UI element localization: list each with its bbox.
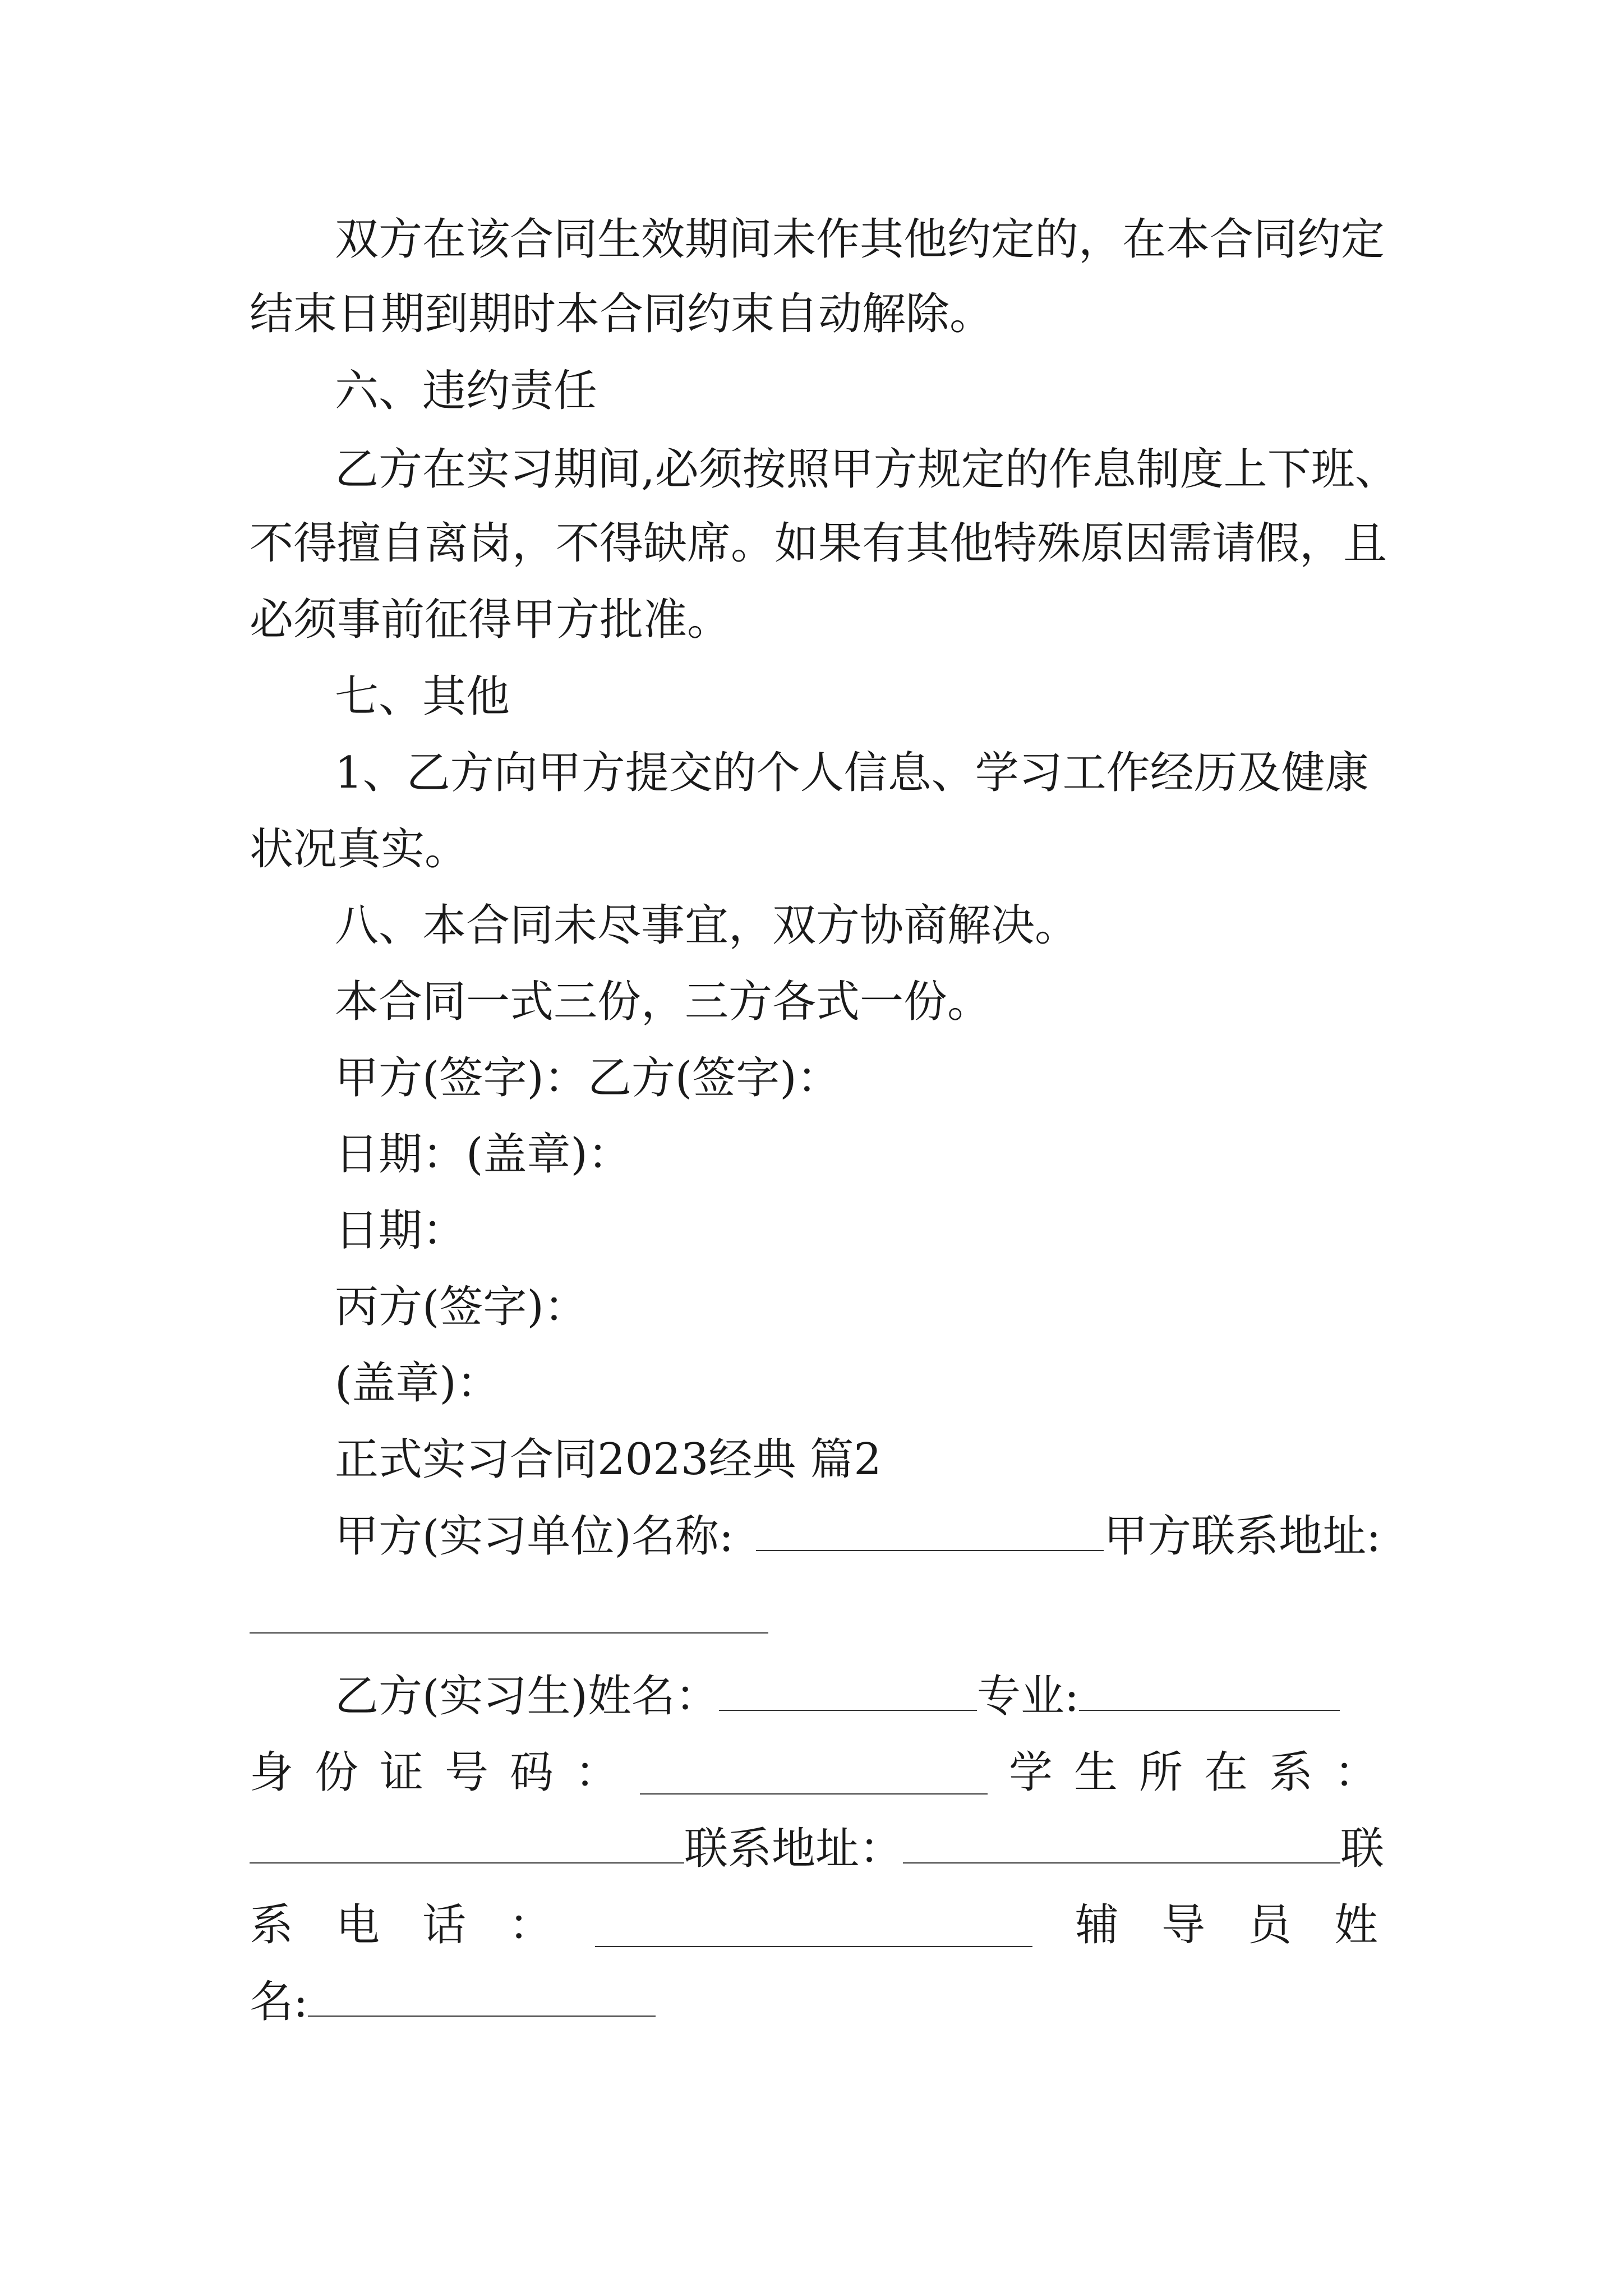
counselor-name-blank[interactable] <box>308 2016 656 2017</box>
form-line-phone <box>250 1900 1378 1950</box>
form-line-unit <box>335 1511 1381 1562</box>
paragraph-line: 必须事前征得甲方批准。 <box>250 595 731 645</box>
dept-label-char: 学 <box>1008 1747 1053 1798</box>
paragraph-line: 不得擅自离岗，不得缺席。如果有其他特殊原因需请假，且 <box>250 518 1387 569</box>
dept-label-char: 系 <box>1269 1747 1313 1798</box>
address-label: 联系地址： <box>684 1824 903 1874</box>
phone-label-prefix: 联 <box>1340 1824 1385 1874</box>
paragraph-line: 乙方在实习期间,必须按照甲方规定的作息制度上下班、 <box>335 444 1399 495</box>
dept-blank[interactable] <box>250 1862 684 1864</box>
counselor-label-char: 辅 <box>1075 1900 1119 1950</box>
address-blank[interactable] <box>903 1862 1340 1864</box>
id-label-char: 份 <box>315 1747 359 1798</box>
id-label-char: 证 <box>380 1747 424 1798</box>
signature-line: 日期：(盖章)： <box>335 1129 631 1180</box>
counselor-label-char: 员 <box>1247 1900 1292 1950</box>
dept-label-char: 在 <box>1204 1747 1248 1798</box>
unit-address-blank[interactable] <box>250 1632 768 1634</box>
signature-line: (盖章)： <box>335 1358 500 1409</box>
counselor-label-char: 导 <box>1161 1900 1205 1950</box>
phone-label-char: 电 <box>336 1900 380 1950</box>
student-name-label: 乙方(实习生)姓名： <box>335 1671 719 1722</box>
paragraph-line: 双方在该合同生效期间未作其他约定的，在本合同约定 <box>335 214 1385 265</box>
paragraph-line: 结束日期到期时本合同约束自动解除。 <box>250 289 994 339</box>
form-line-student <box>335 1671 1340 1722</box>
form-line-address <box>250 1824 1385 1874</box>
unit-name-label: 甲方(实习单位)名称: <box>335 1511 734 1562</box>
paragraph-line: 本合同一式三份，三方各式一份。 <box>335 977 992 1027</box>
paragraph-line: 状况真实。 <box>250 824 469 875</box>
form-line-id <box>250 1747 1378 1798</box>
major-blank[interactable] <box>1079 1710 1340 1711</box>
id-label-char: 身 <box>250 1747 294 1798</box>
phone-label-char: 话 <box>422 1900 467 1950</box>
form-line-counselor <box>250 1977 656 2027</box>
dept-label-char: 生 <box>1073 1747 1118 1798</box>
section-heading: 六、违约责任 <box>335 366 598 416</box>
signature-line: 日期： <box>335 1205 467 1256</box>
dept-label-char: ： <box>1334 1747 1378 1798</box>
paragraph-line: 八、本合同未尽事宜，双方协商解决。 <box>335 900 1079 951</box>
major-label: 专业: <box>976 1671 1080 1722</box>
phone-label-char: 系 <box>250 1900 294 1950</box>
dept-label-char: 所 <box>1138 1747 1183 1798</box>
paragraph-line: 1、乙方向甲方提交的个人信息、学习工作经历及健康 <box>335 748 1369 798</box>
id-label-char: 号 <box>445 1747 489 1798</box>
phone-label-char: ： <box>509 1900 553 1950</box>
unit-name-blank[interactable] <box>756 1550 1104 1551</box>
id-label-char: ： <box>575 1747 619 1798</box>
student-name-blank[interactable] <box>719 1710 977 1711</box>
unit-address-label: 甲方联系地址: <box>1104 1511 1381 1562</box>
section-heading: 七、其他 <box>335 671 510 722</box>
counselor-label-suffix: 名: <box>250 1977 308 2027</box>
signature-line: 甲方(签字)：乙方(签字)： <box>335 1053 841 1103</box>
id-label-char: 码 <box>510 1747 554 1798</box>
phone-blank[interactable] <box>595 1946 1032 1947</box>
document-title: 正式实习合同2023经典 篇2 <box>335 1434 882 1485</box>
signature-line: 丙方(签字)： <box>335 1282 588 1332</box>
counselor-label-char: 姓 <box>1334 1900 1378 1950</box>
id-number-blank[interactable] <box>640 1793 988 1795</box>
